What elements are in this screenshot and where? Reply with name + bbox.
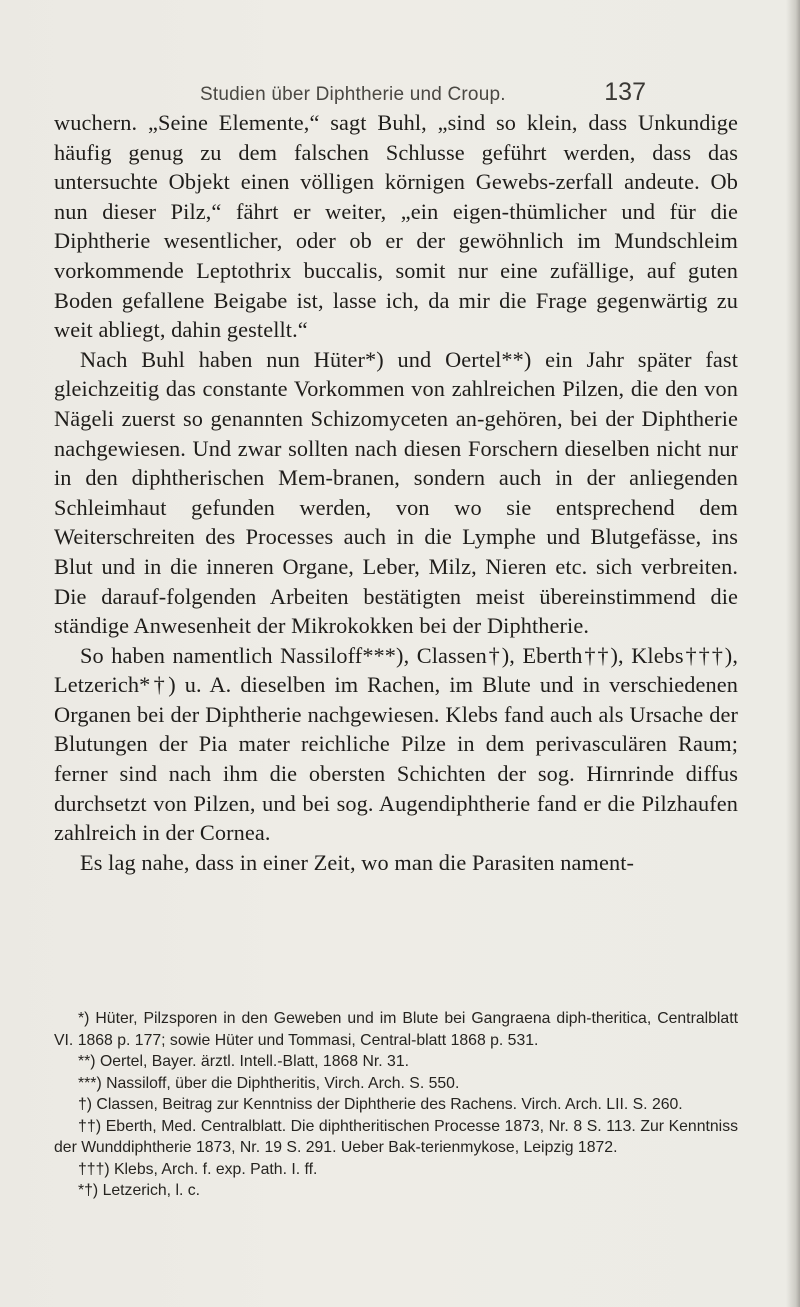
- footnote-letzerich: *†) Letzerich, l. c.: [78, 1182, 201, 1199]
- running-title: Studien über Diphtherie und Croup.: [200, 84, 506, 105]
- paragraph-4: Es lag nahe, dass in einer Zeit, wo man die Parasiten nament-: [80, 849, 635, 875]
- page-number: 137: [604, 78, 646, 106]
- footnote-classen: †) Classen, Beitrag zur Kenntniss der Diphtherie des Rachens. Virch. Arch. LII. S. 260.: [78, 1096, 683, 1113]
- footnote-hueter: *) Hüter, Pilzsporen in den Geweben und im Blute bei Gangraena diph-theritica, Centralblatt VI. 1868 p. 177; sowie Hüter und Tommasi, Central-blatt 1868 p. 531.: [54, 1010, 738, 1049]
- page-edge-shadow: [786, 0, 800, 1307]
- footnotes: [54, 1008, 738, 1202]
- footnote-klebs: †††) Klebs, Arch. f. exp. Path. I. ff.: [78, 1160, 318, 1178]
- paragraph-2: Nach Buhl haben nun Hüter*) und Oertel**) ein Jahr später fast gleichzeitig das constante Vorkommen von zahlreichen Pilzen, die den von Nägeli zuerst so genannten Schizomyceten an-gehören, bei der Diphtherie nachgewiesen. Und zwar sollten nach diesen Forschern dieselben nicht nur in den diphtherischen Mem-branen, sondern auch in der anliegenden Schleimhaut gefunden werden, von wo sie entsprechend dem Weiterschreiten des Processes auch in die Lymphe und Blutgefässe, ins Blut und in die inneren Organe, Leber, Milz, Nieren etc. sich verbreiten. Die darauf-folgenden Arbeiten bestätigten meist übereinstimmend die ständige Anwesenheit der Mikrokokken bei der Diphtherie.: [54, 346, 738, 639]
- footnote-nassiloff: ***) Nassiloff, über die Diphtheritis, Virch. Arch. S. 550.: [78, 1074, 460, 1092]
- footnote-oertel: **) Oertel, Bayer. ärztl. Intell.-Blatt, 1868 Nr. 31.: [78, 1053, 410, 1070]
- paragraph-1: wuchern. „Seine Elemente,“ sagt Buhl, „sind so klein, dass Unkundige häufig genug zu dem falschen Schlusse geführt werden, dass das untersuchte Objekt einen völligen körnigen Gewebs-zerfall andeute. Ob nun dieser Pilz,“ fährt er weiter, „ein eigen-thümlicher und für die Diphtherie wesentlicher, oder ob er der gewöhnlich im Mundschleim vorkommende Leptothrix buccalis, somit nur eine zufällige, auf guten Boden gefallene Beigabe ist, lasse ich, da mir die Frage gegenwärtig zu weit abliegt, dahin gestellt.“: [54, 110, 738, 343]
- paragraph-3: So haben namentlich Nassiloff***), Classen†), Eberth††), Klebs†††), Letzerich*†) u. A. dieselben im Rachen, im Blute und in verschiedenen Organen bei der Diphtherie nachgewiesen. Klebs fand auch als Ursache der Blutungen der Pia mater reichliche Pilze in dem perivasculären Raum; ferner sind nach ihm die obersten Schichten der sog. Hirnrinde diffus durchsetzt von Pilzen, und bei sog. Augendiphtherie fand er die Pilzhaufen zahlreich in der Cornea.: [54, 642, 738, 846]
- main-text: [54, 108, 738, 877]
- footnote-eberth: ††) Eberth, Med. Centralblatt. Die diphtheritischen Processe 1873, Nr. 8 S. 113. Zur Kenntniss der Wunddiphtherie 1873, Nr. 19 S. 291. Ueber Bak-terienmykose, Leipzig 1872.: [54, 1117, 738, 1156]
